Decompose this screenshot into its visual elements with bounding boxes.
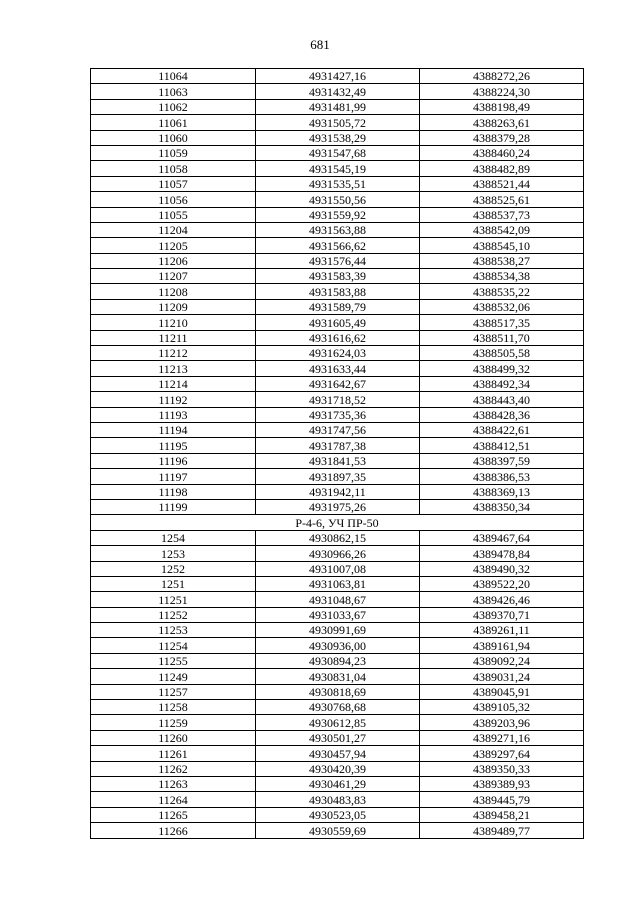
point-number-cell: 11264 <box>91 792 256 807</box>
table-row <box>91 546 584 561</box>
table-row <box>91 669 584 684</box>
table-row <box>91 284 584 299</box>
point-number-cell: 11197 <box>91 469 256 484</box>
x-coordinate-cell: 4931735,36 <box>256 407 420 422</box>
x-coordinate-cell: 4931942,11 <box>256 484 420 499</box>
y-coordinate-cell: 4389092,24 <box>420 653 584 668</box>
point-number-cell: 11063 <box>91 84 256 99</box>
x-coordinate-cell: 4930457,94 <box>256 746 420 761</box>
table-row <box>91 207 584 222</box>
y-coordinate-cell: 4388443,40 <box>420 392 584 407</box>
point-number-cell: 11252 <box>91 607 256 622</box>
table-row <box>91 638 584 653</box>
x-coordinate-cell: 4931583,88 <box>256 284 420 299</box>
point-number-cell: 11260 <box>91 730 256 745</box>
x-coordinate-cell: 4931624,03 <box>256 346 420 361</box>
point-number-cell: 11196 <box>91 453 256 468</box>
table-row <box>91 422 584 437</box>
point-number-cell: 11056 <box>91 192 256 207</box>
y-coordinate-cell: 4389426,46 <box>420 592 584 607</box>
y-coordinate-cell: 4389031,24 <box>420 669 584 684</box>
x-coordinate-cell: 4931063,81 <box>256 576 420 591</box>
point-number-cell: 11057 <box>91 176 256 191</box>
point-number-cell: 11208 <box>91 284 256 299</box>
table-row <box>91 222 584 237</box>
table-row <box>91 346 584 361</box>
point-number-cell: 11199 <box>91 499 256 514</box>
y-coordinate-cell: 4388535,22 <box>420 284 584 299</box>
table-row <box>91 607 584 622</box>
table-row <box>91 253 584 268</box>
table-row <box>91 130 584 145</box>
table-row <box>91 192 584 207</box>
y-coordinate-cell: 4388460,24 <box>420 145 584 160</box>
section-header: Р-4-6, УЧ ПР-50 <box>91 515 584 530</box>
x-coordinate-cell: 4930991,69 <box>256 623 420 638</box>
x-coordinate-cell: 4931505,72 <box>256 115 420 130</box>
table-row <box>91 530 584 545</box>
y-coordinate-cell: 4388537,73 <box>420 207 584 222</box>
x-coordinate-cell: 4931007,08 <box>256 561 420 576</box>
y-coordinate-cell: 4389445,79 <box>420 792 584 807</box>
point-number-cell: 11193 <box>91 407 256 422</box>
point-number-cell: 11212 <box>91 346 256 361</box>
y-coordinate-cell: 4389271,16 <box>420 730 584 745</box>
table-row <box>91 715 584 730</box>
table-row <box>91 407 584 422</box>
x-coordinate-cell: 4931718,52 <box>256 392 420 407</box>
y-coordinate-cell: 4388224,30 <box>420 84 584 99</box>
y-coordinate-cell: 4388545,10 <box>420 238 584 253</box>
point-number-cell: 11060 <box>91 130 256 145</box>
x-coordinate-cell: 4931547,68 <box>256 145 420 160</box>
table-row <box>91 238 584 253</box>
y-coordinate-cell: 4388428,36 <box>420 407 584 422</box>
y-coordinate-cell: 4389489,77 <box>420 823 584 838</box>
x-coordinate-cell: 4931576,44 <box>256 253 420 268</box>
point-number-cell: 11253 <box>91 623 256 638</box>
x-coordinate-cell: 4931787,38 <box>256 438 420 453</box>
coordinates-table-body <box>91 69 584 839</box>
x-coordinate-cell: 4930966,26 <box>256 546 420 561</box>
point-number-cell: 11058 <box>91 161 256 176</box>
x-coordinate-cell: 4931033,67 <box>256 607 420 622</box>
point-number-cell: 11258 <box>91 700 256 715</box>
table-row <box>91 792 584 807</box>
point-number-cell: 11263 <box>91 776 256 791</box>
x-coordinate-cell: 4931559,92 <box>256 207 420 222</box>
table-row <box>91 161 584 176</box>
point-number-cell: 11213 <box>91 361 256 376</box>
y-coordinate-cell: 4388521,44 <box>420 176 584 191</box>
y-coordinate-cell: 4388492,34 <box>420 376 584 391</box>
table-row <box>91 115 584 130</box>
point-number-cell: 11059 <box>91 145 256 160</box>
table-row <box>91 653 584 668</box>
y-coordinate-cell: 4389045,91 <box>420 684 584 699</box>
point-number-cell: 11251 <box>91 592 256 607</box>
y-coordinate-cell: 4389261,11 <box>420 623 584 638</box>
y-coordinate-cell: 4389350,33 <box>420 761 584 776</box>
point-number-cell: 11257 <box>91 684 256 699</box>
x-coordinate-cell: 4930831,04 <box>256 669 420 684</box>
x-coordinate-cell: 4931427,16 <box>256 69 420 84</box>
table-row <box>91 84 584 99</box>
x-coordinate-cell: 4930818,69 <box>256 684 420 699</box>
section-header-row <box>91 515 584 530</box>
x-coordinate-cell: 4931535,51 <box>256 176 420 191</box>
table-row <box>91 499 584 514</box>
y-coordinate-cell: 4388422,61 <box>420 422 584 437</box>
x-coordinate-cell: 4930862,15 <box>256 530 420 545</box>
table-row <box>91 392 584 407</box>
table-row <box>91 776 584 791</box>
y-coordinate-cell: 4389389,93 <box>420 776 584 791</box>
x-coordinate-cell: 4930501,27 <box>256 730 420 745</box>
x-coordinate-cell: 4930483,83 <box>256 792 420 807</box>
x-coordinate-cell: 4930936,00 <box>256 638 420 653</box>
y-coordinate-cell: 4388272,26 <box>420 69 584 84</box>
x-coordinate-cell: 4931566,62 <box>256 238 420 253</box>
y-coordinate-cell: 4389490,32 <box>420 561 584 576</box>
x-coordinate-cell: 4931538,29 <box>256 130 420 145</box>
y-coordinate-cell: 4389458,21 <box>420 807 584 822</box>
y-coordinate-cell: 4388517,35 <box>420 315 584 330</box>
point-number-cell: 11198 <box>91 484 256 499</box>
y-coordinate-cell: 4388499,32 <box>420 361 584 376</box>
table-row <box>91 700 584 715</box>
x-coordinate-cell: 4931633,44 <box>256 361 420 376</box>
point-number-cell: 11205 <box>91 238 256 253</box>
x-coordinate-cell: 4931545,19 <box>256 161 420 176</box>
x-coordinate-cell: 4931975,26 <box>256 499 420 514</box>
y-coordinate-cell: 4389467,64 <box>420 530 584 545</box>
table-row <box>91 99 584 114</box>
y-coordinate-cell: 4388532,06 <box>420 299 584 314</box>
table-row <box>91 469 584 484</box>
table-row <box>91 823 584 838</box>
table-row <box>91 592 584 607</box>
table-row <box>91 376 584 391</box>
x-coordinate-cell: 4930461,29 <box>256 776 420 791</box>
table-row <box>91 330 584 345</box>
x-coordinate-cell: 4931563,88 <box>256 222 420 237</box>
point-number-cell: 11254 <box>91 638 256 653</box>
table-row <box>91 299 584 314</box>
page-number: 681 <box>310 37 330 52</box>
point-number-cell: 1251 <box>91 576 256 591</box>
x-coordinate-cell: 4931432,49 <box>256 84 420 99</box>
table-row <box>91 623 584 638</box>
x-coordinate-cell: 4931048,67 <box>256 592 420 607</box>
x-coordinate-cell: 4931747,56 <box>256 422 420 437</box>
point-number-cell: 11214 <box>91 376 256 391</box>
table-row <box>91 807 584 822</box>
y-coordinate-cell: 4388534,38 <box>420 269 584 284</box>
point-number-cell: 11262 <box>91 761 256 776</box>
table-row <box>91 730 584 745</box>
point-number-cell: 11062 <box>91 99 256 114</box>
y-coordinate-cell: 4388525,61 <box>420 192 584 207</box>
x-coordinate-cell: 4931550,56 <box>256 192 420 207</box>
y-coordinate-cell: 4388412,51 <box>420 438 584 453</box>
y-coordinate-cell: 4388369,13 <box>420 484 584 499</box>
point-number-cell: 11055 <box>91 207 256 222</box>
table-row <box>91 438 584 453</box>
x-coordinate-cell: 4931841,53 <box>256 453 420 468</box>
point-number-cell: 11266 <box>91 823 256 838</box>
table-row <box>91 576 584 591</box>
point-number-cell: 1252 <box>91 561 256 576</box>
x-coordinate-cell: 4931481,99 <box>256 99 420 114</box>
x-coordinate-cell: 4930420,39 <box>256 761 420 776</box>
table-row <box>91 561 584 576</box>
point-number-cell: 11064 <box>91 69 256 84</box>
table-row <box>91 684 584 699</box>
point-number-cell: 11195 <box>91 438 256 453</box>
y-coordinate-cell: 4388505,58 <box>420 346 584 361</box>
x-coordinate-cell: 4930768,68 <box>256 700 420 715</box>
table-row <box>91 145 584 160</box>
y-coordinate-cell: 4388350,34 <box>420 499 584 514</box>
point-number-cell: 11194 <box>91 422 256 437</box>
table-row <box>91 746 584 761</box>
y-coordinate-cell: 4388542,09 <box>420 222 584 237</box>
point-number-cell: 11211 <box>91 330 256 345</box>
table-row <box>91 269 584 284</box>
coordinates-table <box>90 68 584 839</box>
table-row <box>91 761 584 776</box>
x-coordinate-cell: 4930523,05 <box>256 807 420 822</box>
y-coordinate-cell: 4388386,53 <box>420 469 584 484</box>
y-coordinate-cell: 4389161,94 <box>420 638 584 653</box>
point-number-cell: 11209 <box>91 299 256 314</box>
point-number-cell: 11259 <box>91 715 256 730</box>
y-coordinate-cell: 4388263,61 <box>420 115 584 130</box>
point-number-cell: 11204 <box>91 222 256 237</box>
y-coordinate-cell: 4389522,20 <box>420 576 584 591</box>
x-coordinate-cell: 4931589,79 <box>256 299 420 314</box>
table-row <box>91 484 584 499</box>
table-row <box>91 315 584 330</box>
point-number-cell: 11061 <box>91 115 256 130</box>
y-coordinate-cell: 4388482,89 <box>420 161 584 176</box>
y-coordinate-cell: 4389203,96 <box>420 715 584 730</box>
x-coordinate-cell: 4931616,62 <box>256 330 420 345</box>
y-coordinate-cell: 4388538,27 <box>420 253 584 268</box>
point-number-cell: 11207 <box>91 269 256 284</box>
x-coordinate-cell: 4931642,67 <box>256 376 420 391</box>
table-row <box>91 361 584 376</box>
point-number-cell: 1253 <box>91 546 256 561</box>
y-coordinate-cell: 4389297,64 <box>420 746 584 761</box>
y-coordinate-cell: 4389370,71 <box>420 607 584 622</box>
point-number-cell: 1254 <box>91 530 256 545</box>
y-coordinate-cell: 4388379,28 <box>420 130 584 145</box>
point-number-cell: 11192 <box>91 392 256 407</box>
x-coordinate-cell: 4931583,39 <box>256 269 420 284</box>
point-number-cell: 11249 <box>91 669 256 684</box>
y-coordinate-cell: 4388397,59 <box>420 453 584 468</box>
x-coordinate-cell: 4931897,35 <box>256 469 420 484</box>
x-coordinate-cell: 4930559,69 <box>256 823 420 838</box>
x-coordinate-cell: 4931605,49 <box>256 315 420 330</box>
x-coordinate-cell: 4930894,23 <box>256 653 420 668</box>
table-row <box>91 69 584 84</box>
y-coordinate-cell: 4389478,84 <box>420 546 584 561</box>
point-number-cell: 11206 <box>91 253 256 268</box>
point-number-cell: 11261 <box>91 746 256 761</box>
table-row <box>91 176 584 191</box>
table-row <box>91 453 584 468</box>
y-coordinate-cell: 4388198,49 <box>420 99 584 114</box>
point-number-cell: 11210 <box>91 315 256 330</box>
y-coordinate-cell: 4389105,32 <box>420 700 584 715</box>
y-coordinate-cell: 4388511,70 <box>420 330 584 345</box>
x-coordinate-cell: 4930612,85 <box>256 715 420 730</box>
point-number-cell: 11255 <box>91 653 256 668</box>
point-number-cell: 11265 <box>91 807 256 822</box>
